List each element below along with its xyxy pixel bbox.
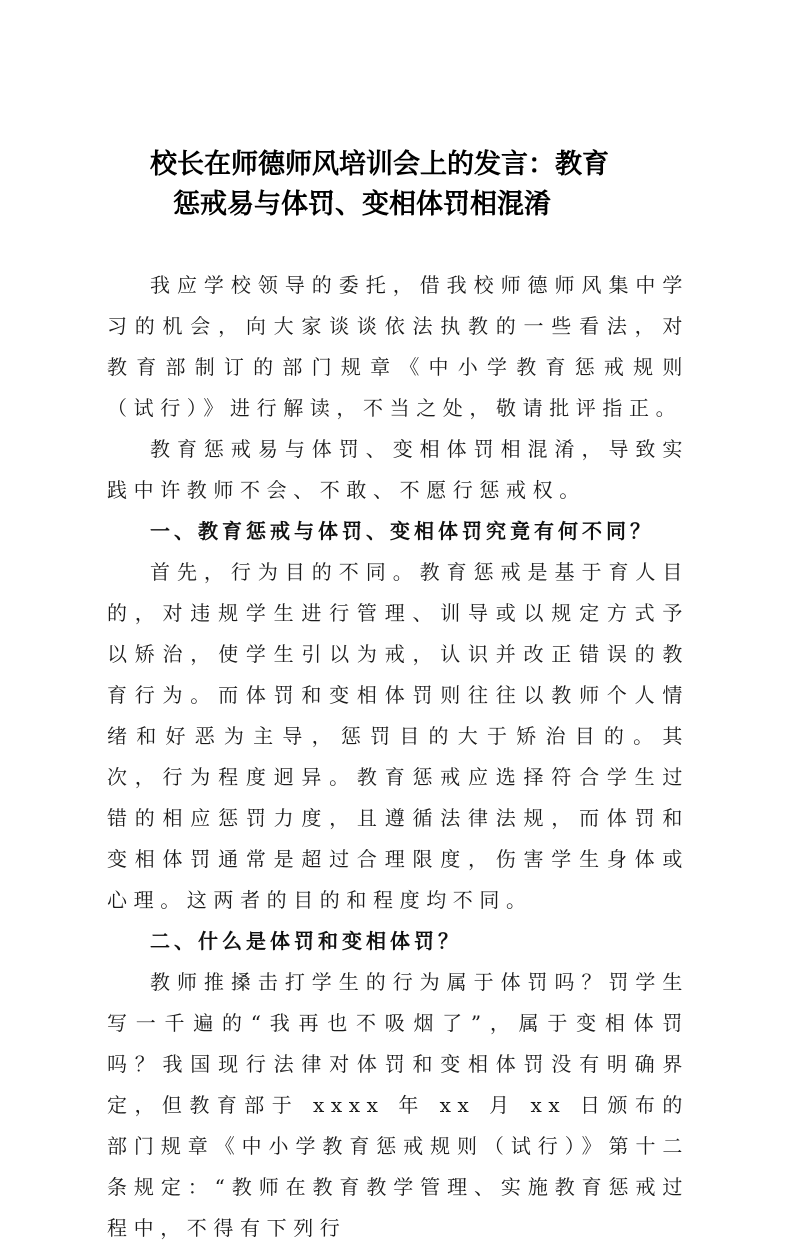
paragraph-confusion: 教育惩戒易与体罚、变相体罚相混淆，导致实践中许教师不会、不敢、不愿行惩戒权。 [107, 437, 689, 502]
section-heading-1: 一、教育惩戒与体罚、变相体罚究竟有何不同？ [150, 519, 654, 543]
document-body [107, 265, 689, 1249]
paragraph-definition: 教师推搡击打学生的行为属于体罚吗？罚学生写一千遍的“我再也不吸烟了”，属于变相体罚吗？我国现行法律对体罚和变相体罚没有明确界定，但教育部于 xxxx 年 xx 月 xx 日颁布的部门规章《中小学教育惩戒规则（试行）》第十二条规定：“教师在教育教学管理、实施教育惩戒过程中，不得有下列行 [107, 970, 689, 1240]
paragraph-intro: 我应学校领导的委托，借我校师德师风集中学习的机会，向大家谈谈依法执教的一些看法，对教育部制订的部门规章《中小学教育惩戒规则（试行）》进行解读，不当之处，敬请批评指正。 [107, 273, 689, 420]
title-line-1: 校长在师德师风培训会上的发言：教育 [150, 149, 609, 180]
title-line-2: 惩戒易与体罚、变相体罚相混淆 [173, 189, 551, 220]
document-title [150, 145, 710, 225]
section-heading-2: 二、什么是体罚和变相体罚？ [150, 929, 462, 953]
paragraph-differences: 首先，行为目的不同。教育惩戒是基于育人目的，对违规学生进行管理、训导或以规定方式予以矫治，使学生引以为戒，认识并改正错误的教育行为。而体罚和变相体罚则往往以教师个人情绪和好恶为主导，惩罚目的大于矫治目的。其次，行为程度迥异。教育惩戒应选择符合学生过错的相应惩罚力度，且遵循法律法规，而体罚和变相体罚通常是超过合理限度，伤害学生身体或心理。这两者的目的和程度均不同。 [107, 560, 689, 912]
